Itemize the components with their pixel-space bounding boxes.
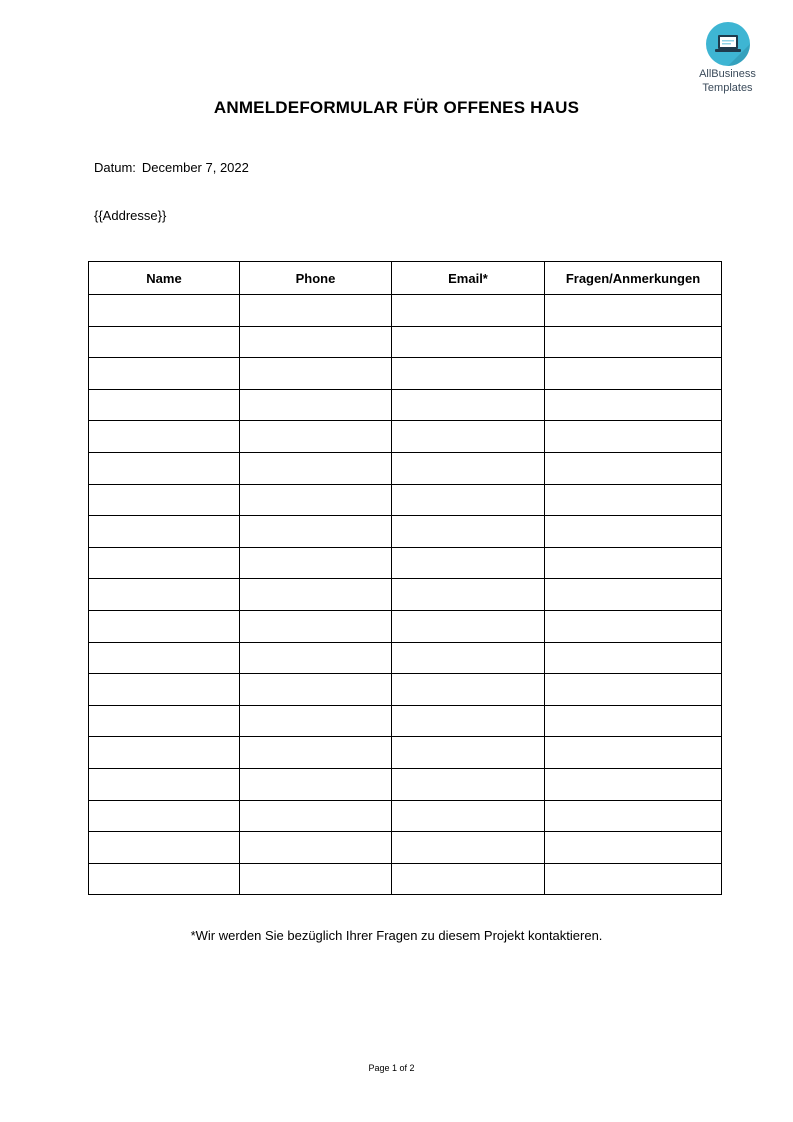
allbusiness-logo xyxy=(690,22,765,94)
email-cell[interactable] xyxy=(392,768,545,800)
email-cell[interactable] xyxy=(392,516,545,548)
email-cell[interactable] xyxy=(392,421,545,453)
name-cell[interactable] xyxy=(89,421,240,453)
table-row xyxy=(89,547,722,579)
phone-cell[interactable] xyxy=(240,800,392,832)
table-row xyxy=(89,674,722,706)
email-cell[interactable] xyxy=(392,800,545,832)
table-row xyxy=(89,516,722,548)
email-cell[interactable] xyxy=(392,863,545,895)
email-cell[interactable] xyxy=(392,642,545,674)
questions-cell[interactable] xyxy=(545,389,722,421)
phone-cell[interactable] xyxy=(240,484,392,516)
name-cell[interactable] xyxy=(89,737,240,769)
email-cell[interactable] xyxy=(392,389,545,421)
questions-cell[interactable] xyxy=(545,326,722,358)
name-cell[interactable] xyxy=(89,800,240,832)
phone-cell[interactable] xyxy=(240,737,392,769)
header-email: Email* xyxy=(392,262,545,295)
page-number: Page 1 of 2 xyxy=(368,1063,415,1073)
questions-cell[interactable] xyxy=(545,832,722,864)
table-row xyxy=(89,326,722,358)
email-cell[interactable] xyxy=(392,326,545,358)
name-cell[interactable] xyxy=(89,768,240,800)
table-header-row xyxy=(89,262,722,295)
laptop-icon xyxy=(706,22,750,66)
email-cell[interactable] xyxy=(392,610,545,642)
page-title: ANMELDEFORMULAR FÜR OFFENES HAUS xyxy=(213,98,580,117)
header-phone: Phone xyxy=(240,262,392,295)
questions-cell[interactable] xyxy=(545,516,722,548)
questions-cell[interactable] xyxy=(545,863,722,895)
email-cell[interactable] xyxy=(392,579,545,611)
table-row xyxy=(89,610,722,642)
phone-cell[interactable] xyxy=(240,863,392,895)
table-row xyxy=(89,421,722,453)
questions-cell[interactable] xyxy=(545,610,722,642)
name-cell[interactable] xyxy=(89,484,240,516)
questions-cell[interactable] xyxy=(545,642,722,674)
name-cell[interactable] xyxy=(89,832,240,864)
phone-cell[interactable] xyxy=(240,421,392,453)
table-row xyxy=(89,358,722,390)
phone-cell[interactable] xyxy=(240,452,392,484)
phone-cell[interactable] xyxy=(240,768,392,800)
questions-cell[interactable] xyxy=(545,705,722,737)
name-cell[interactable] xyxy=(89,547,240,579)
phone-cell[interactable] xyxy=(240,547,392,579)
questions-cell[interactable] xyxy=(545,737,722,769)
questions-cell[interactable] xyxy=(545,768,722,800)
header-name: Name xyxy=(89,262,240,295)
logo-text-line2: Templates xyxy=(702,82,753,94)
date-value: December 7, 2022 xyxy=(141,160,249,175)
table-row xyxy=(89,705,722,737)
table-row xyxy=(89,800,722,832)
phone-cell[interactable] xyxy=(240,326,392,358)
phone-cell[interactable] xyxy=(240,295,392,327)
questions-cell[interactable] xyxy=(545,484,722,516)
phone-cell[interactable] xyxy=(240,389,392,421)
email-cell[interactable] xyxy=(392,452,545,484)
name-cell[interactable] xyxy=(89,642,240,674)
table-row xyxy=(89,863,722,895)
address-placeholder: {{Addresse}} xyxy=(94,208,167,223)
name-cell[interactable] xyxy=(89,358,240,390)
name-cell[interactable] xyxy=(89,295,240,327)
name-cell[interactable] xyxy=(89,705,240,737)
phone-cell[interactable] xyxy=(240,642,392,674)
email-cell[interactable] xyxy=(392,358,545,390)
phone-cell[interactable] xyxy=(240,516,392,548)
name-cell[interactable] xyxy=(89,389,240,421)
phone-cell[interactable] xyxy=(240,579,392,611)
phone-cell[interactable] xyxy=(240,705,392,737)
date-line xyxy=(94,160,249,175)
name-cell[interactable] xyxy=(89,452,240,484)
email-cell[interactable] xyxy=(392,484,545,516)
phone-cell[interactable] xyxy=(240,832,392,864)
questions-cell[interactable] xyxy=(545,295,722,327)
header-questions: Fragen/Anmerkungen xyxy=(545,262,722,295)
email-cell[interactable] xyxy=(392,832,545,864)
date-label: Datum: xyxy=(94,160,136,175)
email-cell[interactable] xyxy=(392,705,545,737)
table-row xyxy=(89,642,722,674)
logo-text-line1: AllBusiness xyxy=(699,68,756,80)
phone-cell[interactable] xyxy=(240,610,392,642)
name-cell[interactable] xyxy=(89,610,240,642)
table-body xyxy=(89,295,722,895)
questions-cell[interactable] xyxy=(545,547,722,579)
table-row xyxy=(89,579,722,611)
email-cell[interactable] xyxy=(392,547,545,579)
name-cell[interactable] xyxy=(89,326,240,358)
table-row xyxy=(89,389,722,421)
phone-cell[interactable] xyxy=(240,358,392,390)
table-row xyxy=(89,452,722,484)
table-row xyxy=(89,295,722,327)
name-cell[interactable] xyxy=(89,579,240,611)
table-row xyxy=(89,768,722,800)
questions-cell[interactable] xyxy=(545,421,722,453)
email-cell[interactable] xyxy=(392,674,545,706)
table-row xyxy=(89,737,722,769)
questions-cell[interactable] xyxy=(545,358,722,390)
footnote: *Wir werden Sie bezüglich Ihrer Fragen zu diesem Projekt kontaktieren. xyxy=(190,928,603,943)
name-cell[interactable] xyxy=(89,863,240,895)
questions-cell[interactable] xyxy=(545,674,722,706)
questions-cell[interactable] xyxy=(545,452,722,484)
email-cell[interactable] xyxy=(392,737,545,769)
signup-table xyxy=(88,261,722,895)
table-row xyxy=(89,832,722,864)
email-cell[interactable] xyxy=(392,295,545,327)
questions-cell[interactable] xyxy=(545,579,722,611)
name-cell[interactable] xyxy=(89,516,240,548)
name-cell[interactable] xyxy=(89,674,240,706)
table-row xyxy=(89,484,722,516)
questions-cell[interactable] xyxy=(545,800,722,832)
phone-cell[interactable] xyxy=(240,674,392,706)
